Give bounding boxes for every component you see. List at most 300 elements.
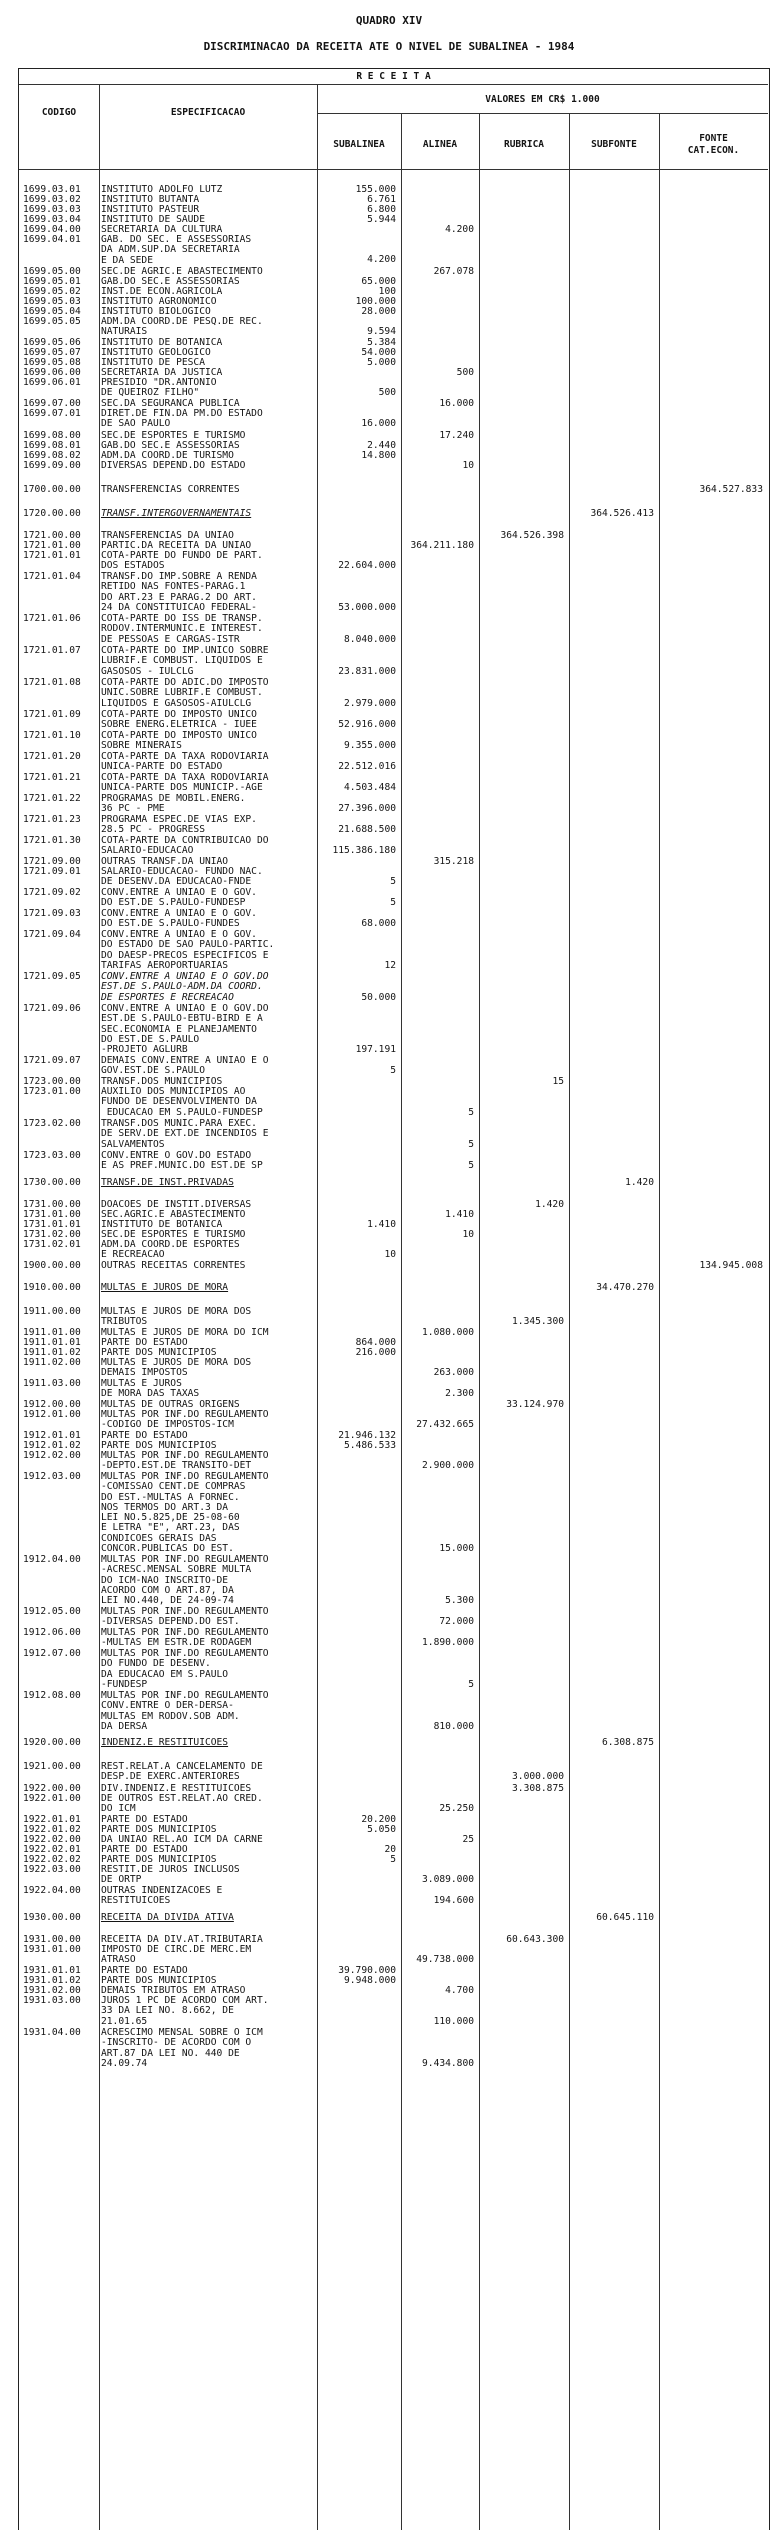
row-code: 1911.02.00 xyxy=(23,1357,81,1368)
row-code: 1723.03.00 xyxy=(23,1150,81,1161)
row-specification: COTA-PARTE DO IMPOSTO UNICO SOBRE ENERG.ELETRICA - IUEE xyxy=(101,710,257,731)
row-code: 1721.00.00 xyxy=(23,530,81,541)
row-specification: CONV.ENTRE A UNIAO E O GOV.DO EST.DE S.PAULO-EBTU-BIRD E A SEC.ECONOMIA E PLANEJAMENTO DO EST.DE S.PAULO -PROJETO AGLURB xyxy=(101,1004,269,1056)
row-specification: MULTAS POR INF.DO REGULAMENTO DO FUNDO DE DESENV. DA EDUCACAO EM S.PAULO -FUNDESP xyxy=(101,1649,269,1690)
row-specification: TRANSF.DOS MUNIC.PARA EXEC. DE SERV.DE EXT.DE INCENDIOS E SALVAMENTOS xyxy=(101,1119,269,1150)
col-divider xyxy=(569,113,570,2530)
revenue-table xyxy=(18,68,770,2530)
row-specification: GAB.DO SEC.E ASSESSORIAS xyxy=(101,277,240,287)
row-specification: OUTRAS TRANSF.DA UNIAO xyxy=(101,857,229,867)
row-specification: RECEITA DA DIV.AT.TRIBUTARIA xyxy=(101,1935,263,1945)
page-title: QUADRO XIV xyxy=(355,14,423,27)
row-specification: INSTITUTO DE PESCA xyxy=(101,358,205,368)
subalinea-value: 500 xyxy=(378,387,396,398)
row-code: 1721.01.30 xyxy=(23,835,81,846)
subalinea-value: 68.000 xyxy=(361,918,396,929)
row-specification: GAB. DO SEC. E ASSESSORIAS DA ADM.SUP.DA SECRETARIA E DA SEDE xyxy=(101,235,252,266)
alinea-value: 25 xyxy=(462,1834,474,1845)
alinea-value: 4.200 xyxy=(445,224,474,235)
subfonte-value: 1.420 xyxy=(625,1177,654,1188)
row-specification: PRESIDIO "DR.ANTONIO DE QUEIROZ FILHO" xyxy=(101,378,217,399)
row-code: 1699.05.03 xyxy=(23,296,81,307)
row-specification: INSTITUTO PASTEUR xyxy=(101,205,200,215)
alinea-value: 3.089.000 xyxy=(422,1874,474,1885)
subalinea-value: 5.050 xyxy=(367,1824,396,1835)
subalinea-value: 2.979.000 xyxy=(344,698,396,709)
row-code: 1911.00.00 xyxy=(23,1306,81,1317)
row-specification: TRANSFERENCIAS CORRENTES xyxy=(101,485,240,495)
row-specification: OUTRAS INDENIZACOES E RESTITUICOES xyxy=(101,1886,223,1907)
row-code: 1900.00.00 xyxy=(23,1260,81,1271)
row-specification: MULTAS DE OUTRAS ORIGENS xyxy=(101,1400,240,1410)
alinea-value: 110.000 xyxy=(433,2016,474,2027)
col-divider xyxy=(401,113,402,2530)
alinea-value: 25.250 xyxy=(439,1803,474,1814)
row-code: 1731.01.01 xyxy=(23,1219,81,1230)
row-code: 1922.02.01 xyxy=(23,1844,81,1855)
row-specification: INSTITUTO AGRONOMICO xyxy=(101,297,217,307)
row-specification: SECRETARIA DA CULTURA xyxy=(101,225,223,235)
row-specification: CONV.ENTRE A UNIAO E O GOV. DO EST.DE S.PAULO-FUNDES xyxy=(101,909,257,930)
col-divider xyxy=(659,113,660,2530)
alinea-value: 5 xyxy=(468,1679,474,1690)
row-code: 1699.04.00 xyxy=(23,224,81,235)
row-code: 1721.09.05 xyxy=(23,971,81,982)
row-specification: INSTITUTO DE BOTANICA xyxy=(101,338,223,348)
row-specification: INDENIZ.E RESTITUICOES xyxy=(101,1738,229,1748)
row-specification: COTA-PARTE DO FUNDO DE PART. DOS ESTADOS xyxy=(101,551,263,572)
row-code: 1721.09.03 xyxy=(23,908,81,919)
row-specification: PARTE DO ESTADO xyxy=(101,1431,188,1441)
row-code: 1922.02.02 xyxy=(23,1854,81,1865)
alinea-value: 364.211.180 xyxy=(410,540,474,551)
row-specification: MULTAS POR INF.DO REGULAMENTO -COMISSAO CENT.DE COMPRAS DO EST.-MULTAS A FORNEC. NOS TERMOS DO ART.3 DA LEI NO.5.825,DE 25-08-60 E LETRA "E", ART.23, DAS CONDICOES GERAIS DAS CONCOR.PUBLICAS DO EST. xyxy=(101,1472,269,1555)
header-codigo: CODIGO xyxy=(41,107,77,118)
subalinea-value: 100 xyxy=(378,286,396,297)
row-code: 1699.03.01 xyxy=(23,184,81,195)
row-specification: INSTITUTO GEOLOGICO xyxy=(101,348,211,358)
subalinea-value: 4.503.484 xyxy=(344,782,396,793)
row-specification: COTA-PARTE DO ISS DE TRANSP. RODOV.INTERMUNIC.E INTEREST. DE PESSOAS E CARGAS-ISTR xyxy=(101,614,263,645)
alinea-value: 4.700 xyxy=(445,1985,474,1996)
row-code: 1931.01.02 xyxy=(23,1975,81,1986)
alinea-value: 72.000 xyxy=(439,1616,474,1627)
row-specification: COTA-PARTE DO IMPOSTO UNICO SOBRE MINERAIS xyxy=(101,731,257,752)
row-specification: DA UNIAO REL.AO ICM DA CARNE xyxy=(101,1835,263,1845)
subalinea-value: 6.761 xyxy=(367,194,396,205)
row-specification: DOACOES DE INSTIT.DIVERSAS xyxy=(101,1200,252,1210)
row-specification: REST.RELAT.A CANCELAMENTO DE DESP.DE EXERC.ANTERIORES xyxy=(101,1762,263,1783)
row-specification: MULTAS POR INF.DO REGULAMENTO -ACRESC.MENSAL SOBRE MULTA DO ICM-NAO INSCRITO-DE ACORDO COM O ART.87, DA LEI NO.440, DE 24-09-74 xyxy=(101,1555,269,1607)
rubrica-value: 3.308.875 xyxy=(512,1783,564,1794)
row-code: 1912.01.00 xyxy=(23,1409,81,1420)
row-code: 1699.05.00 xyxy=(23,266,81,277)
row-code: 1699.07.01 xyxy=(23,408,81,419)
alinea-value: 2.900.000 xyxy=(422,1460,474,1471)
row-specification: MULTAS E JUROS DE MORA DO ICM xyxy=(101,1328,269,1338)
row-code: 1721.09.04 xyxy=(23,929,81,940)
alinea-value: 2.300 xyxy=(445,1388,474,1399)
subfonte-value: 6.308.875 xyxy=(602,1737,654,1748)
page-subtitle: DISCRIMINACAO DA RECEITA ATE O NIVEL DE SUBALINEA - 1984 xyxy=(203,40,575,53)
row-code: 1721.09.01 xyxy=(23,866,81,877)
col-divider xyxy=(99,84,100,2530)
row-specification: DE OUTROS EST.RELAT.AO CRED. DO ICM xyxy=(101,1794,263,1815)
row-code: 1731.02.00 xyxy=(23,1229,81,1240)
row-code: 1731.02.01 xyxy=(23,1239,81,1250)
subalinea-value: 23.831.000 xyxy=(338,666,396,677)
row-code: 1931.02.00 xyxy=(23,1985,81,1996)
row-code: 1912.08.00 xyxy=(23,1690,81,1701)
alinea-value: 10 xyxy=(462,460,474,471)
row-specification: PROGRAMAS DE MOBIL.ENERG. 36 PC - PME xyxy=(101,794,246,815)
rubrica-value: 33.124.970 xyxy=(506,1399,564,1410)
row-specification: PROGRAMA ESPEC.DE VIAS EXP. 28.5 PC - PROGRESS xyxy=(101,815,257,836)
row-specification: MULTAS POR INF.DO REGULAMENTO -MULTAS EM ESTR.DE RODAGEM xyxy=(101,1628,269,1649)
row-code: 1700.00.00 xyxy=(23,484,81,495)
header-especificacao: ESPECIFICACAO xyxy=(170,107,246,118)
rubrica-value: 60.643.300 xyxy=(506,1934,564,1945)
row-code: 1721.01.21 xyxy=(23,772,81,783)
fonte-value: 364.527.833 xyxy=(699,484,763,495)
row-specification: INSTITUTO DE SAUDE xyxy=(101,215,205,225)
row-code: 1699.05.07 xyxy=(23,347,81,358)
row-specification: TRANSF.INTERGOVERNAMENTAIS xyxy=(101,509,252,519)
row-specification: COTA-PARTE DO IMP.UNICO SOBRE LUBRIF.E COMBUST. LIQUIDOS E GASOSOS - IULCLG xyxy=(101,646,269,677)
row-code: 1731.01.00 xyxy=(23,1209,81,1220)
row-specification: MULTAS E JUROS DE MORA DOS DEMAIS IMPOSTOS xyxy=(101,1358,252,1379)
subalinea-value: 155.000 xyxy=(355,184,396,195)
row-code: 1721.01.07 xyxy=(23,645,81,656)
row-code: 1699.05.05 xyxy=(23,316,81,327)
row-specification: IMPOSTO DE CIRC.DE MERC.EM ATRASO xyxy=(101,1945,252,1966)
row-specification: TRANSF.DE INST.PRIVADAS xyxy=(101,1178,234,1188)
subalinea-value: 50.000 xyxy=(361,992,396,1003)
row-specification: PARTE DO ESTADO xyxy=(101,1338,188,1348)
subalinea-value: 10 xyxy=(384,1249,396,1260)
row-specification: COTA-PARTE DA CONTRIBUICAO DO SALARIO-EDUCACAO xyxy=(101,836,269,857)
row-specification: PARTE DOS MUNICIPIOS xyxy=(101,1825,217,1835)
row-code: 1922.02.00 xyxy=(23,1834,81,1845)
row-specification: DIV.INDENIZ.E RESTITUICOES xyxy=(101,1784,252,1794)
subalinea-value: 1.410 xyxy=(367,1219,396,1230)
row-code: 1931.01.01 xyxy=(23,1965,81,1976)
row-code: 1699.08.00 xyxy=(23,430,81,441)
row-specification: MULTAS E JUROS DE MORA DAS TAXAS xyxy=(101,1379,200,1400)
row-code: 1910.00.00 xyxy=(23,1282,81,1293)
row-specification: AUXILIO DOS MUNICIPIOS AO FUNDO DE DESENVOLVIMENTO DA EDUCACAO EM S.PAULO-FUNDESP xyxy=(101,1087,263,1118)
row-specification: GAB.DO SEC.E ASSESSORIAS xyxy=(101,441,240,451)
rubrica-value: 1.420 xyxy=(535,1199,564,1210)
alinea-value: 500 xyxy=(456,367,474,378)
alinea-value: 315.218 xyxy=(433,856,474,867)
row-code: 1699.03.03 xyxy=(23,204,81,215)
row-code: 1721.09.06 xyxy=(23,1003,81,1014)
subalinea-value: 20 xyxy=(384,1844,396,1855)
row-specification: DIRET.DE FIN.DA PM.DO ESTADO DE SAO PAULO xyxy=(101,409,263,430)
header-fonte: FONTE CAT.ECON. xyxy=(687,133,740,156)
subalinea-value: 22.604.000 xyxy=(338,560,396,571)
row-specification: COTA-PARTE DA TAXA RODOVIARIA UNICA-PARTE DO ESTADO xyxy=(101,752,269,773)
subalinea-value: 100.000 xyxy=(355,296,396,307)
row-code: 1920.00.00 xyxy=(23,1737,81,1748)
subalinea-value: 5 xyxy=(390,897,396,908)
row-specification: PARTIC.DA RECEITA DA UNIAO xyxy=(101,541,252,551)
row-code: 1699.09.00 xyxy=(23,460,81,471)
row-specification: CONV.ENTRE A UNIAO E O GOV. DO EST.DE S.PAULO-FUNDESP xyxy=(101,888,257,909)
row-specification: ADM.DA COORD.DE PESQ.DE REC. NATURAIS xyxy=(101,317,263,338)
row-code: 1721.01.22 xyxy=(23,793,81,804)
col-divider xyxy=(317,84,318,2530)
alinea-value: 27.432.665 xyxy=(416,1419,474,1430)
row-code: 1922.00.00 xyxy=(23,1783,81,1794)
row-specification: PARTE DOS MUNICIPIOS xyxy=(101,1976,217,1986)
row-specification: PARTE DOS MUNICIPIOS xyxy=(101,1441,217,1451)
alinea-value: 5 xyxy=(468,1160,474,1171)
alinea-value: 10 xyxy=(462,1229,474,1240)
row-code: 1699.08.01 xyxy=(23,440,81,451)
subalinea-value: 22.512.016 xyxy=(338,761,396,772)
row-code: 1912.01.02 xyxy=(23,1440,81,1451)
row-specification: PARTE DOS MUNICIPIOS xyxy=(101,1348,217,1358)
row-code: 1721.01.09 xyxy=(23,709,81,720)
header-rubrica: RUBRICA xyxy=(503,139,545,150)
row-code: 1721.01.23 xyxy=(23,814,81,825)
row-specification: DIVERSAS DEPEND.DO ESTADO xyxy=(101,461,246,471)
row-specification: INST.DE ECON.AGRICOLA xyxy=(101,287,223,297)
row-code: 1721.09.00 xyxy=(23,856,81,867)
row-code: 1922.04.00 xyxy=(23,1885,81,1896)
row-specification: MULTAS E JUROS DE MORA xyxy=(101,1283,229,1293)
header-bottom-divider xyxy=(19,169,768,170)
alinea-value: 1.080.000 xyxy=(422,1327,474,1338)
rubrica-value: 15 xyxy=(552,1076,564,1087)
row-specification: CONV.ENTRE A UNIAO E O GOV. DO ESTADO DE SAO PAULO-PARTIC. DO DAESP-PRECOS ESPECIFICOS E TARIFAS AEROPORTUARIAS xyxy=(101,930,275,971)
row-specification: DEMAIS CONV.ENTRE A UNIAO E O GOV.EST.DE S.PAULO xyxy=(101,1056,269,1077)
subalinea-value: 54.000 xyxy=(361,347,396,358)
row-code: 1911.01.01 xyxy=(23,1337,81,1348)
subalinea-value: 12 xyxy=(384,960,396,971)
subalinea-value: 864.000 xyxy=(355,1337,396,1348)
row-code: 1723.02.00 xyxy=(23,1118,81,1129)
row-code: 1931.01.00 xyxy=(23,1944,81,1955)
row-code: 1721.09.02 xyxy=(23,887,81,898)
alinea-value: 16.000 xyxy=(439,398,474,409)
row-code: 1912.04.00 xyxy=(23,1554,81,1565)
row-code: 1699.05.08 xyxy=(23,357,81,368)
row-code: 1699.04.01 xyxy=(23,234,81,245)
subalinea-value: 5.000 xyxy=(367,357,396,368)
row-code: 1912.03.00 xyxy=(23,1471,81,1482)
row-specification: TRANSF.DOS MUNICIPIOS xyxy=(101,1077,223,1087)
row-specification: RESTIT.DE JUROS INCLUSOS DE ORTP xyxy=(101,1865,240,1886)
row-code: 1921.00.00 xyxy=(23,1761,81,1772)
row-code: 1721.09.07 xyxy=(23,1055,81,1066)
row-specification: SEC.DE AGRIC.E ABASTECIMENTO xyxy=(101,267,263,277)
subalinea-value: 21.946.132 xyxy=(338,1430,396,1441)
rubrica-value: 1.345.300 xyxy=(512,1316,564,1327)
subalinea-value: 65.000 xyxy=(361,276,396,287)
row-code: 1699.05.01 xyxy=(23,276,81,287)
subalinea-value: 5.384 xyxy=(367,337,396,348)
row-code: 1721.01.00 xyxy=(23,540,81,551)
fonte-value: 134.945.008 xyxy=(699,1260,763,1271)
header-alinea: ALINEA xyxy=(422,139,458,150)
row-specification: SEC.AGRIC.E ABASTECIMENTO xyxy=(101,1210,246,1220)
row-code: 1731.00.00 xyxy=(23,1199,81,1210)
subalinea-value: 39.790.000 xyxy=(338,1965,396,1976)
row-specification: ADM.DA COORD.DE ESPORTES E RECREACAO xyxy=(101,1240,240,1261)
rubrica-value: 3.000.000 xyxy=(512,1771,564,1782)
header-valores: VALORES EM CR$ 1.000 xyxy=(485,94,600,105)
row-specification: COTA-PARTE DA TAXA RODOVIARIA UNICA-PARTE DOS MUNICIP.-AGE xyxy=(101,773,269,794)
alinea-value: 810.000 xyxy=(433,1721,474,1732)
row-code: 1931.00.00 xyxy=(23,1934,81,1945)
alinea-value: 1.410 xyxy=(445,1209,474,1220)
subalinea-value: 5.944 xyxy=(367,214,396,225)
row-code: 1912.06.00 xyxy=(23,1627,81,1638)
row-specification: SEC.DE ESPORTES E TURISMO xyxy=(101,1230,246,1240)
subalinea-value: 197.191 xyxy=(355,1044,396,1055)
subalinea-value: 5.486.533 xyxy=(344,1440,396,1451)
subalinea-value: 9.594 xyxy=(367,326,396,337)
alinea-value: 5 xyxy=(468,1139,474,1150)
row-code: 1931.03.00 xyxy=(23,1995,81,2006)
subalinea-value: 28.000 xyxy=(361,306,396,317)
row-code: 1699.06.01 xyxy=(23,377,81,388)
row-specification: TRANSFERENCIAS DA UNIAO xyxy=(101,531,234,541)
subalinea-value: 20.200 xyxy=(361,1814,396,1825)
row-code: 1912.01.01 xyxy=(23,1430,81,1441)
row-code: 1912.07.00 xyxy=(23,1648,81,1659)
alinea-value: 267.078 xyxy=(433,266,474,277)
row-specification: PARTE DOS MUNICIPIOS xyxy=(101,1855,217,1865)
row-specification: MULTAS E JUROS DE MORA DOS TRIBUTOS xyxy=(101,1307,252,1328)
subalinea-value: 2.440 xyxy=(367,440,396,451)
alinea-value: 15.000 xyxy=(439,1543,474,1554)
row-code: 1912.05.00 xyxy=(23,1606,81,1617)
row-specification: TRANSF.DO IMP.SOBRE A RENDA RETIDO NAS FONTES-PARAG.1 DO ART.23 E PARAG.2 DO ART. 24 DA CONSTITUICAO FEDERAL- xyxy=(101,572,257,613)
alinea-value: 5 xyxy=(468,1107,474,1118)
rubrica-value: 364.526.398 xyxy=(500,530,564,541)
row-specification: INSTITUTO ADOLFO LUTZ xyxy=(101,185,223,195)
row-specification: RECEITA DA DIVIDA ATIVA xyxy=(101,1913,234,1923)
row-code: 1931.04.00 xyxy=(23,2027,81,2038)
row-code: 1721.01.10 xyxy=(23,730,81,741)
subalinea-value: 53.000.000 xyxy=(338,602,396,613)
band-title: R E C E I T A xyxy=(356,71,431,82)
row-code: 1720.00.00 xyxy=(23,508,81,519)
subfonte-value: 34.470.270 xyxy=(596,1282,654,1293)
subalinea-value: 5 xyxy=(390,1065,396,1076)
subalinea-value: 5 xyxy=(390,1854,396,1865)
row-code: 1699.08.02 xyxy=(23,450,81,461)
row-specification: PARTE DO ESTADO xyxy=(101,1966,188,1976)
subalinea-value: 216.000 xyxy=(355,1347,396,1358)
row-code: 1699.05.04 xyxy=(23,306,81,317)
row-specification: ACRESCIMO MENSAL SOBRE O ICM -INSCRITO- DE ACORDO COM O ART.87 DA LEI NO. 440 DE 24.09.74 xyxy=(101,2028,263,2069)
row-specification: SEC.DA SEGURANCA PUBLICA xyxy=(101,399,240,409)
row-code: 1699.06.00 xyxy=(23,367,81,378)
row-specification: INSTITUTO BUTANTA xyxy=(101,195,200,205)
row-code: 1922.01.00 xyxy=(23,1793,81,1804)
subalinea-value: 4.200 xyxy=(367,254,396,265)
row-specification: CONV.ENTRE O GOV.DO ESTADO E AS PREF.MUNIC.DO EST.DE SP xyxy=(101,1151,263,1172)
alinea-value: 263.000 xyxy=(433,1367,474,1378)
header-subalinea: SUBALINEA xyxy=(333,139,385,150)
alinea-value: 9.434.800 xyxy=(422,2058,474,2069)
subalinea-value: 9.355.000 xyxy=(344,740,396,751)
row-code: 1721.01.08 xyxy=(23,677,81,688)
alinea-value: 17.240 xyxy=(439,430,474,441)
row-specification: MULTAS POR INF.DO REGULAMENTO -DEPTO.EST.DE TRANSITO-DET xyxy=(101,1451,269,1472)
row-code: 1911.03.00 xyxy=(23,1378,81,1389)
row-code: 1721.01.06 xyxy=(23,613,81,624)
row-code: 1912.00.00 xyxy=(23,1399,81,1410)
row-specification: MULTAS POR INF.DO REGULAMENTO -DIVERSAS DEPEND.DO EST. xyxy=(101,1607,269,1628)
row-code: 1930.00.00 xyxy=(23,1912,81,1923)
row-specification: PARTE DO ESTADO xyxy=(101,1815,188,1825)
row-code: 1723.01.00 xyxy=(23,1086,81,1097)
row-code: 1911.01.00 xyxy=(23,1327,81,1338)
col-divider xyxy=(479,113,480,2530)
alinea-value: 49.738.000 xyxy=(416,1954,474,1965)
row-code: 1922.01.01 xyxy=(23,1814,81,1825)
row-code: 1730.00.00 xyxy=(23,1177,81,1188)
subalinea-value: 16.000 xyxy=(361,418,396,429)
subfonte-value: 364.526.413 xyxy=(590,508,654,519)
row-code: 1721.01.01 xyxy=(23,550,81,561)
row-specification: JUROS 1 PC DE ACORDO COM ART. 33 DA LEI NO. 8.662, DE 21.01.65 xyxy=(101,1996,269,2027)
subalinea-value: 27.396.000 xyxy=(338,803,396,814)
row-code: 1721.01.04 xyxy=(23,571,81,582)
subfonte-value: 60.645.110 xyxy=(596,1912,654,1923)
row-code: 1922.01.02 xyxy=(23,1824,81,1835)
row-code: 1699.03.04 xyxy=(23,214,81,225)
alinea-value: 1.890.000 xyxy=(422,1637,474,1648)
alinea-value: 5.300 xyxy=(445,1595,474,1606)
subalinea-value: 115.386.180 xyxy=(332,845,396,856)
subalinea-value: 6.800 xyxy=(367,204,396,215)
row-code: 1911.01.02 xyxy=(23,1347,81,1358)
row-code: 1699.05.02 xyxy=(23,286,81,297)
row-specification: SEC.DE ESPORTES E TURISMO xyxy=(101,431,246,441)
row-code: 1721.01.20 xyxy=(23,751,81,762)
subalinea-value: 5 xyxy=(390,876,396,887)
subalinea-value: 14.800 xyxy=(361,450,396,461)
subalinea-value: 8.040.000 xyxy=(344,634,396,645)
row-specification: MULTAS POR INF.DO REGULAMENTO -CODIGO DE IMPOSTOS-ICM xyxy=(101,1410,269,1431)
header-divider xyxy=(317,113,768,114)
subalinea-value: 52.916.000 xyxy=(338,719,396,730)
row-specification: OUTRAS RECEITAS CORRENTES xyxy=(101,1261,246,1271)
subalinea-value: 21.688.500 xyxy=(338,824,396,835)
row-code: 1922.03.00 xyxy=(23,1864,81,1875)
row-specification: INSTITUTO BIOLOGICO xyxy=(101,307,211,317)
row-code: 1699.03.02 xyxy=(23,194,81,205)
row-code: 1699.07.00 xyxy=(23,398,81,409)
row-code: 1912.02.00 xyxy=(23,1450,81,1461)
row-code: 1723.00.00 xyxy=(23,1076,81,1087)
row-specification: SALARIO-EDUCACAO- FUNDO NAC. DE DESENV.DA EDUCACAO-FNDE xyxy=(101,867,263,888)
row-specification: PARTE DO ESTADO xyxy=(101,1845,188,1855)
row-code: 1699.05.06 xyxy=(23,337,81,348)
band-divider xyxy=(19,84,768,85)
row-specification: DEMAIS TRIBUTOS EM ATRASO xyxy=(101,1986,246,1996)
alinea-value: 194.600 xyxy=(433,1895,474,1906)
row-specification: INSTITUTO DE BOTANICA xyxy=(101,1220,223,1230)
row-specification: SECRETARIA DA JUSTICA xyxy=(101,368,223,378)
